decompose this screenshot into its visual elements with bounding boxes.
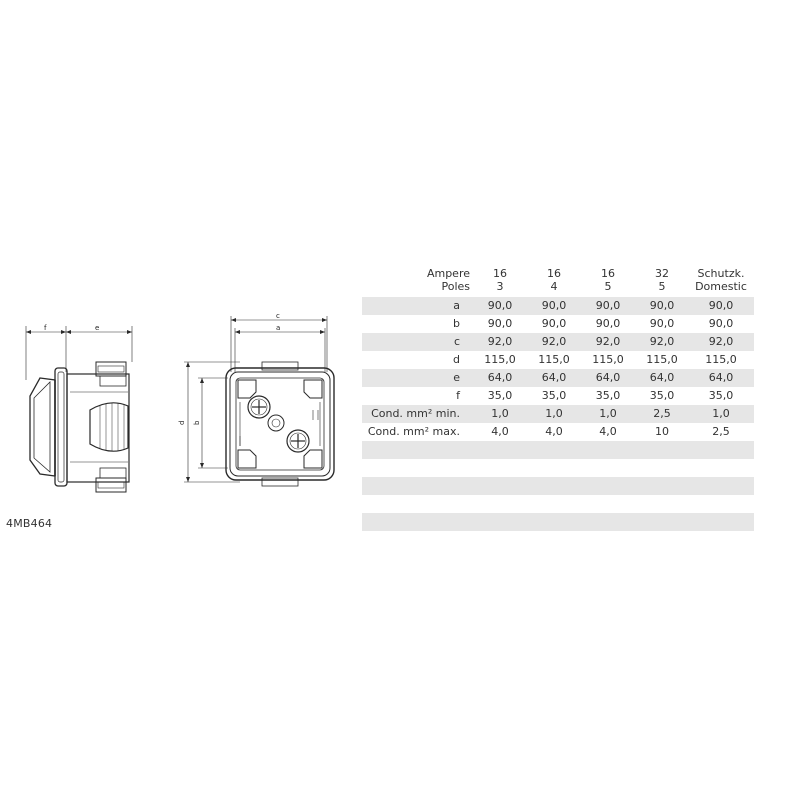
table-row: [362, 441, 754, 459]
table-cell: 1,0: [545, 407, 563, 420]
table-cell: 90,0: [595, 317, 621, 330]
table-cell: 115,0: [646, 353, 678, 366]
table-row: [362, 405, 754, 423]
table-cell: 92,0: [595, 335, 621, 348]
table-cell: 35,0: [595, 389, 621, 402]
table-cell: 115,0: [484, 353, 516, 366]
table-row: [362, 423, 754, 441]
header-col-3: 16 5: [601, 267, 615, 293]
table-cell: 90,0: [541, 299, 567, 312]
table-cell: 115,0: [705, 353, 737, 366]
table-cell: 35,0: [487, 389, 513, 402]
header-col-2: 16 4: [547, 267, 561, 293]
row-label: Cond. mm² min.: [371, 407, 460, 420]
table-row: [362, 297, 754, 315]
table-cell: 90,0: [487, 317, 513, 330]
header-col-4: 32 5: [655, 267, 669, 293]
model-code: 4MB464: [6, 517, 53, 530]
spec-table: [362, 263, 754, 549]
table-cell: 90,0: [708, 299, 734, 312]
row-label: e: [453, 371, 460, 384]
table-cell: 90,0: [649, 317, 675, 330]
table-cell: 1,0: [712, 407, 730, 420]
header-ampere-poles: Ampere Poles: [426, 267, 470, 293]
table-row: [362, 369, 754, 387]
table-cell: 92,0: [541, 335, 567, 348]
front-view-drawing: [184, 316, 334, 486]
header-col-1: 16 3: [493, 267, 507, 293]
header-col-5: Schutzk. Domestic: [695, 267, 747, 293]
side-view-drawing: [26, 326, 132, 492]
table-cell: 2,5: [712, 425, 730, 438]
dim-label-a: a: [276, 324, 281, 332]
dim-label-f: f: [44, 324, 47, 332]
table-cell: 92,0: [708, 335, 734, 348]
row-label: b: [453, 317, 460, 330]
table-row: [362, 459, 754, 477]
table-cell: 4,0: [545, 425, 563, 438]
row-label: f: [456, 389, 460, 402]
table-cell: 64,0: [708, 371, 734, 384]
table-cell: 64,0: [541, 371, 567, 384]
table-row: [362, 315, 754, 333]
table-cell: 90,0: [708, 317, 734, 330]
table-cell: 1,0: [491, 407, 509, 420]
table-row: [362, 495, 754, 513]
table-row: [362, 387, 754, 405]
table-row: [362, 513, 754, 531]
table-row: [362, 333, 754, 351]
table-cell: 64,0: [649, 371, 675, 384]
row-label: c: [453, 335, 460, 348]
table-header: [362, 263, 754, 297]
table-cell: 4,0: [599, 425, 617, 438]
dim-label-b: b: [193, 420, 201, 425]
table-cell: 90,0: [595, 299, 621, 312]
table-cell: 90,0: [541, 317, 567, 330]
table-cell: 1,0: [599, 407, 617, 420]
table-cell: 35,0: [649, 389, 675, 402]
table-cell: 2,5: [653, 407, 671, 420]
table-cell: 64,0: [595, 371, 621, 384]
table-row: [362, 531, 754, 549]
table-cell: 90,0: [649, 299, 675, 312]
dim-label-c: c: [276, 312, 280, 320]
table-cell: 90,0: [487, 299, 513, 312]
table-cell: 35,0: [708, 389, 734, 402]
table-cell: 115,0: [592, 353, 624, 366]
row-label: a: [453, 299, 460, 312]
table-cell: 92,0: [487, 335, 513, 348]
table-cell: 35,0: [541, 389, 567, 402]
table-cell: 4,0: [491, 425, 509, 438]
row-label: d: [453, 353, 460, 366]
table-cell: 10: [655, 425, 669, 438]
table-cell: 92,0: [649, 335, 675, 348]
dim-label-d: d: [178, 420, 186, 425]
row-label: Cond. mm² max.: [367, 425, 460, 438]
table-row: [362, 477, 754, 495]
table-body: [362, 297, 754, 549]
table-row: [362, 351, 754, 369]
table-cell: 64,0: [487, 371, 513, 384]
dim-label-e: e: [95, 324, 100, 332]
table-cell: 115,0: [538, 353, 570, 366]
